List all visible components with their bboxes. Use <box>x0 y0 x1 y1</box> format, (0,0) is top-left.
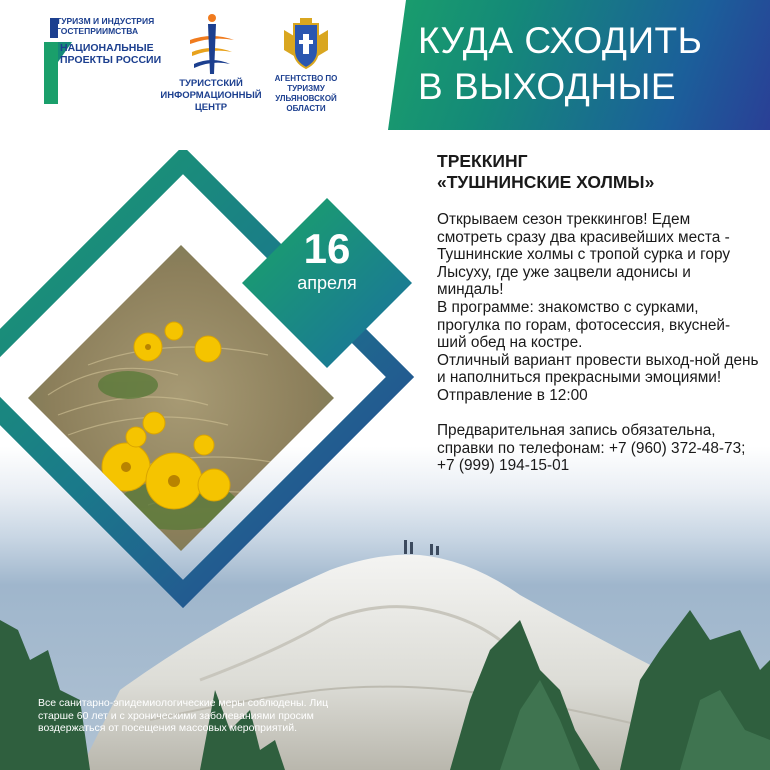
event-description <box>437 211 759 475</box>
event-date-month: апреля <box>297 273 357 293</box>
paragraph-gap <box>437 405 759 423</box>
event-title <box>437 151 757 193</box>
event-paragraph-program: В программе: знакомство с сурками, прогулка по горам, фотосессия, вкусней-ший обед на костре. <box>437 298 731 352</box>
national-projects-main-text: НАЦИОНАЛЬНЫЕ ПРОЕКТЫ РОССИИ <box>60 42 162 66</box>
tic-logo-text: ТУРИСТСКИЙ ИНФОРМАЦИОННЫЙ ЦЕНТР <box>160 78 262 113</box>
ulyanovsk-coat-of-arms-icon <box>268 16 344 72</box>
event-paragraph-intro: Открываем сезон треккингов! Едем смотреть сразу два красивейших места - Тушнинские холмы с тропой сурка и гору Лысуху, где уже зацвели адонисы и миндаль! <box>437 211 731 299</box>
national-projects-top-text: ТУРИЗМ И ИНДУСТРИЯ ГОСТЕПРИИМСТВА <box>56 16 155 36</box>
event-title-line-1: ТРЕККИНГ <box>437 151 528 171</box>
tic-logo <box>160 10 260 120</box>
agency-logo <box>268 16 348 126</box>
event-date-day: 16 <box>303 225 351 272</box>
event-title-line-2: «ТУШНИНСКИЕ ХОЛМЫ» <box>437 172 655 192</box>
national-projects-logo <box>38 12 170 112</box>
sanitary-disclaimer: Все санитарно-эпидемиологические меры соблюдены. Лиц старше 60 лет и с хроническими заболеваниями просим воздержаться от посещения массовых мероприятий. <box>38 697 329 734</box>
tic-logo-icon <box>160 10 260 78</box>
event-booking-info: Предварительная запись обязательна, справки по телефонам: +7 (960) 372-48-73; +7 (999) 194-15-01 <box>437 422 746 475</box>
banner-title <box>418 18 758 110</box>
banner-title-line-1: КУДА СХОДИТЬ <box>418 20 703 61</box>
banner-title-line-2: В ВЫХОДНЫЕ <box>418 66 677 107</box>
event-paragraph-offer: Отличный вариант провести выход-ной день и наполниться прекрасными эмоциями! <box>437 351 759 387</box>
agency-logo-text: АГЕНТСТВО ПО ТУРИЗМУ УЛЬЯНОВСКОЙ ОБЛАСТИ <box>274 74 338 113</box>
event-departure-time: Отправление в 12:00 <box>437 386 588 404</box>
